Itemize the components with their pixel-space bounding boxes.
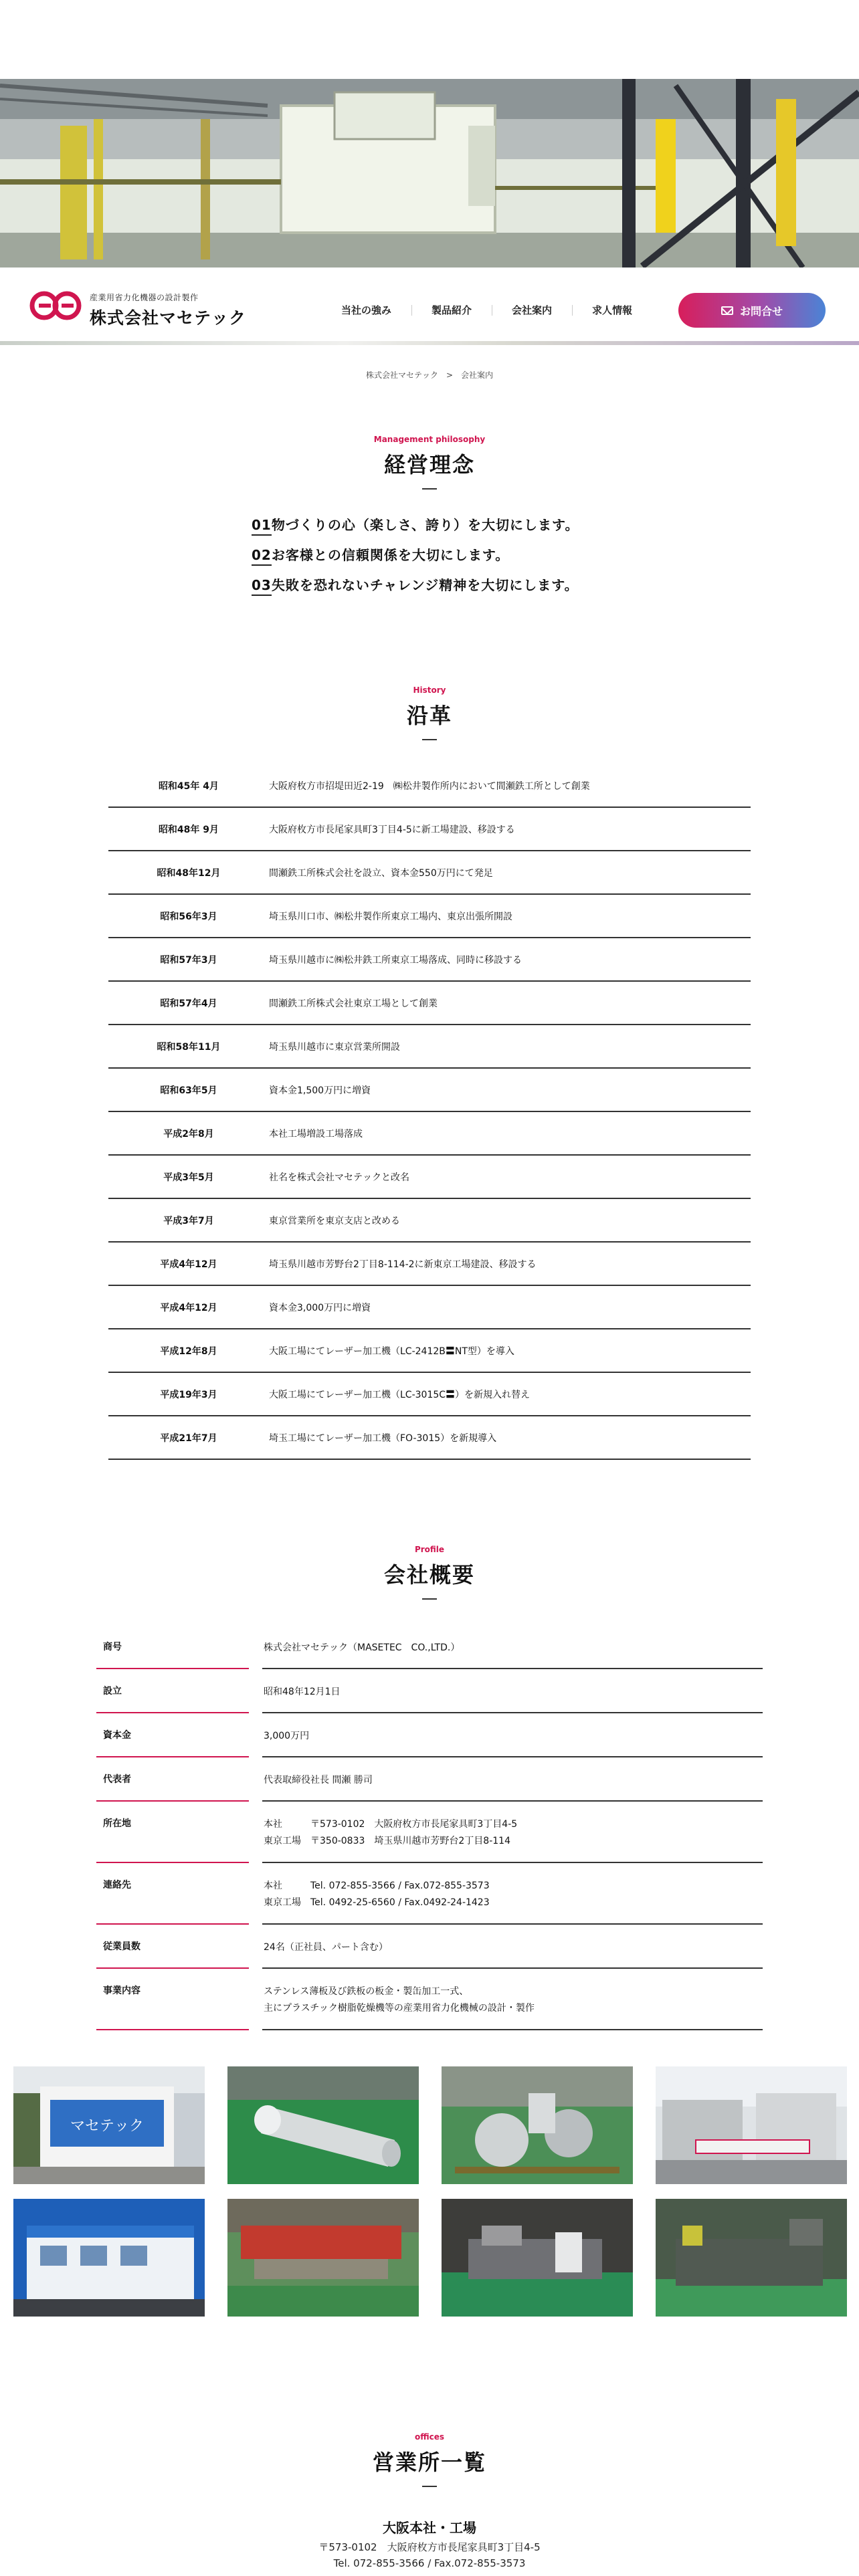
profile-label: 事業内容 <box>96 1969 249 2030</box>
mail-icon <box>721 306 733 315</box>
history-text: 資本金3,000万円に増資 <box>269 1302 371 1313</box>
history-date: 平成3年7月 <box>163 1215 214 1226</box>
photo-sign-text: マセテック <box>70 2118 145 2135</box>
history-text: 間瀬鉄工所株式会社東京工場として創業 <box>269 998 438 1009</box>
breadcrumb-separator: > <box>446 370 454 380</box>
hero-image <box>0 79 859 267</box>
breadcrumb-current: 会社案内 <box>461 370 494 380</box>
office-name: 大阪本社・工場 <box>383 2520 476 2536</box>
history-text: 資本金1,500万円に増資 <box>269 1085 371 1096</box>
table-row <box>108 1069 751 1112</box>
history-date: 平成19年3月 <box>160 1389 217 1400</box>
table-row <box>96 1863 763 1925</box>
contact-button[interactable] <box>678 293 826 328</box>
profile-table <box>96 1625 763 2030</box>
profile-heading-en: Profile <box>414 1545 445 1554</box>
office-address: 〒573-0102 大阪府枚方市長尾家具町3丁目4-5 <box>318 2541 541 2553</box>
profile-label: 代表者 <box>96 1757 249 1802</box>
table-row <box>96 1757 763 1802</box>
history-date: 昭和45年 4月 <box>158 780 219 792</box>
history-date: 昭和63年5月 <box>160 1085 217 1096</box>
global-nav <box>321 297 652 324</box>
profile-value <box>262 1669 763 1713</box>
history-date: 平成12年8月 <box>160 1346 217 1357</box>
profile-value-line: 主にプラスチック樹脂乾燥機等の産業用省力化機械の設計・製作 <box>264 2003 535 2014</box>
table-row <box>108 1156 751 1199</box>
photo-duct-parts <box>227 2066 419 2184</box>
history-text: 埼玉県川越市に㈱松井鉄工所東京工場落成、同時に移設する <box>269 954 522 966</box>
philosophy-text: 失敗を恐れないチャレンジ精神を大切にします。 <box>271 577 579 593</box>
philosophy-heading <box>0 435 859 490</box>
photo-workshop <box>442 2199 633 2317</box>
history-date: 昭和57年3月 <box>160 954 217 966</box>
table-row <box>96 1802 763 1863</box>
profile-value-line: 24名（正社員、パート含む） <box>264 1942 388 1953</box>
table-row <box>108 1373 751 1416</box>
profile-heading <box>0 1545 859 1600</box>
history-text: 埼玉県川口市、㈱松井製作所東京工場内、東京出張所開設 <box>269 911 512 922</box>
history-heading <box>0 685 859 740</box>
table-row <box>108 1286 751 1329</box>
table-row <box>96 1713 763 1757</box>
heading-underline <box>422 488 437 490</box>
profile-value-line: 本社 〒573-0102 大阪府枚方市長尾家具町3丁目4-5 <box>264 1819 518 1830</box>
history-date: 昭和58年11月 <box>157 1041 221 1053</box>
history-date: 昭和57年4月 <box>160 998 217 1009</box>
photo-gallery <box>13 2066 846 2317</box>
philosophy-item <box>252 544 613 574</box>
profile-label: 設立 <box>96 1669 249 1713</box>
history-date: 平成2年8月 <box>163 1128 214 1140</box>
photo-elbow-ducts <box>442 2066 633 2184</box>
history-text: 埼玉県川越市芳野台2丁目8-114-2に新東京工場建設、移設する <box>269 1259 537 1270</box>
history-text: 社名を株式会社マセテックと改名 <box>269 1172 409 1183</box>
history-date: 昭和48年 9月 <box>158 824 219 835</box>
table-row <box>96 1925 763 1969</box>
history-text: 大阪工場にてレーザー加工機（LC-2412B〓NT型）を導入 <box>269 1346 514 1357</box>
history-date: 平成4年12月 <box>160 1302 217 1313</box>
table-row <box>108 1025 751 1069</box>
photo-building <box>13 2199 205 2317</box>
table-row <box>108 1199 751 1243</box>
history-date: 昭和48年12月 <box>157 867 221 879</box>
profile-value-line: 本社 Tel. 072-855-3566 / Fax.072-855-3573 <box>264 1881 490 1891</box>
philosophy-text: 物づくりの心（楽しさ、誇り）を大切にします。 <box>271 517 579 533</box>
history-table <box>108 764 751 1460</box>
logo-company-name[interactable]: 株式会社マセテック <box>90 308 247 328</box>
history-heading-en: History <box>413 685 446 695</box>
philosophy-list <box>252 514 613 604</box>
photo-office-sign <box>13 2066 205 2184</box>
table-row <box>108 938 751 982</box>
table-row <box>108 895 751 938</box>
profile-value-line: ステンレス薄板及び鉄板の板金・製缶加工一式、 <box>264 1986 469 1997</box>
philosophy-item <box>252 514 613 544</box>
philosophy-num: 02 <box>252 547 272 566</box>
heading-underline <box>422 739 437 740</box>
table-row <box>108 1329 751 1373</box>
heading-underline <box>422 2486 437 2487</box>
profile-value-line: 代表取締役社長 間瀬 勝司 <box>264 1775 373 1786</box>
philosophy-item <box>252 574 613 604</box>
profile-value-line: 株式会社マセテック（MASETEC CO.,LTD.） <box>264 1642 460 1653</box>
logo-tagline: 産業用省力化機器の設計製作 <box>90 293 199 302</box>
profile-label: 商号 <box>96 1625 249 1669</box>
table-row <box>108 808 751 851</box>
history-text: 本社工場増設工場落成 <box>269 1128 363 1140</box>
photo-laser-machine <box>656 2199 847 2317</box>
philosophy-heading-en: Management philosophy <box>373 435 486 444</box>
header-divider <box>0 341 859 345</box>
breadcrumb-home[interactable]: 株式会社マセテック <box>365 370 438 380</box>
history-date: 平成3年5月 <box>163 1172 214 1183</box>
table-row <box>108 982 751 1025</box>
profile-value <box>262 1713 763 1757</box>
profile-value <box>262 1757 763 1802</box>
offices-heading-en: offices <box>414 2432 445 2442</box>
history-date: 平成4年12月 <box>160 1259 217 1270</box>
offices-heading-title: 営業所一覧 <box>372 2450 486 2475</box>
profile-value-line: 東京工場 Tel. 0492-25-6560 / Fax.0492-24-1423 <box>264 1897 490 1908</box>
profile-label: 連絡先 <box>96 1863 249 1925</box>
breadcrumb <box>0 369 859 381</box>
profile-value <box>262 1863 763 1925</box>
table-row <box>108 1416 751 1460</box>
company-logo-icon[interactable] <box>29 290 83 321</box>
history-date: 昭和56年3月 <box>160 911 217 922</box>
offices-heading <box>0 2432 859 2487</box>
table-row <box>108 851 751 895</box>
photo-press-machine <box>227 2199 419 2317</box>
history-text: 間瀬鉄工所株式会社を設立、資本金550万円にて発足 <box>269 867 493 879</box>
history-text: 埼玉工場にてレーザー加工機（FO-3015）を新規導入 <box>269 1432 497 1444</box>
history-date: 平成21年7月 <box>160 1432 217 1444</box>
table-row <box>96 1625 763 1669</box>
philosophy-num: 03 <box>252 577 272 596</box>
philosophy-num: 01 <box>252 517 272 536</box>
profile-value <box>262 1802 763 1863</box>
history-text: 大阪府枚方市招堤田近2-19 ㈱松井製作所内において間瀬鉄工所として創業 <box>269 780 590 792</box>
profile-value <box>262 1969 763 2030</box>
nav-item-products[interactable]: 製品紹介 <box>411 297 492 324</box>
profile-value-line: 昭和48年12月1日 <box>264 1687 341 1697</box>
profile-heading-title: 会社概要 <box>383 1562 475 1588</box>
profile-label: 従業員数 <box>96 1925 249 1969</box>
profile-value-line: 3,000万円 <box>264 1731 310 1741</box>
contact-button-label: お問合せ <box>739 304 783 318</box>
history-text: 大阪工場にてレーザー加工機（LC-3015C〓）を新規入れ替え <box>269 1389 531 1400</box>
table-row <box>108 1112 751 1156</box>
history-text: 東京営業所を東京支店と改める <box>269 1215 400 1226</box>
history-heading-title: 沿革 <box>406 703 452 728</box>
table-row <box>96 1969 763 2030</box>
heading-underline <box>422 1598 437 1600</box>
table-row <box>108 764 751 808</box>
history-text: 大阪府枚方市長尾家具町3丁目4-5に新工場建設、移設する <box>269 824 515 835</box>
photo-factory-exterior <box>656 2066 847 2184</box>
profile-value-line: 東京工場 〒350-0833 埼玉県川越市芳野台2丁目8-114 <box>264 1836 510 1846</box>
history-text: 埼玉県川越市に東京営業所開設 <box>269 1041 400 1053</box>
philosophy-heading-title: 経営理念 <box>383 452 475 477</box>
philosophy-text: お客様との信頼関係を大切にします。 <box>271 547 510 563</box>
profile-label: 資本金 <box>96 1713 249 1757</box>
nav-item-strengths[interactable]: 当社の強み <box>341 304 392 316</box>
profile-label: 所在地 <box>96 1802 249 1863</box>
table-row <box>108 1243 751 1286</box>
nav-item-company[interactable]: 会社案内 <box>492 297 572 324</box>
profile-value <box>262 1625 763 1669</box>
office-tel: Tel. 072-855-3566 / Fax.072-855-3573 <box>333 2557 526 2569</box>
nav-item-recruit[interactable]: 求人情報 <box>572 297 652 324</box>
profile-value <box>262 1925 763 1969</box>
table-row <box>96 1669 763 1713</box>
